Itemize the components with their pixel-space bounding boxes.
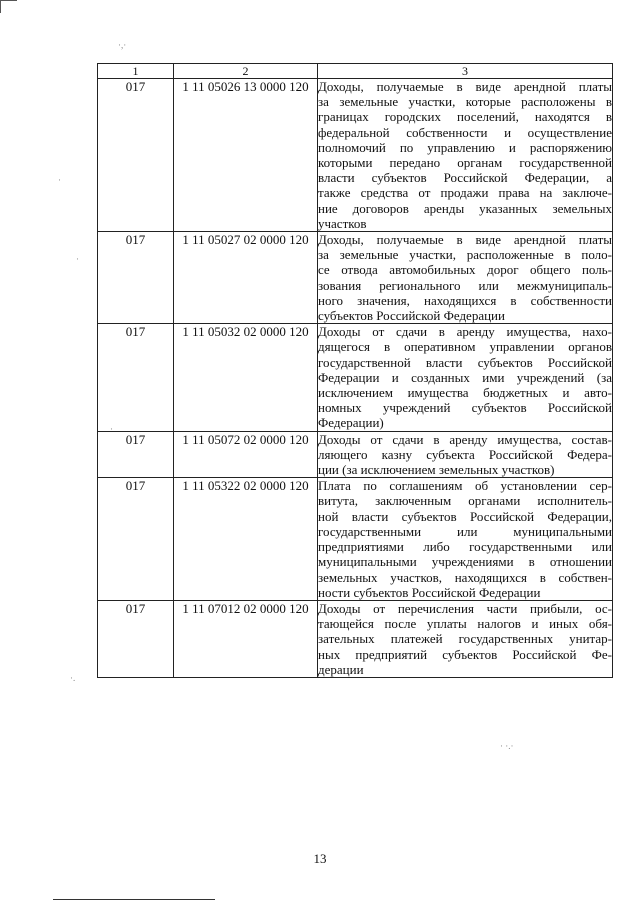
table-row [98,600,613,677]
description-line: полномочий по управлению и распоряжению [318,139,612,155]
description-line: Доходы, получаемые в виде арендной платы [318,79,612,94]
scan-corner-mark [0,0,17,13]
revenue-description-cell [318,478,613,601]
table-row [98,478,613,601]
description-line: дящегося в оперативном управлении органов [318,339,612,355]
description-line: Доходы, получаемые в виде арендной платы [318,232,612,248]
description-line: ных предприятий субъектов Российской Фе- [318,646,612,662]
description-line: ной власти субъектов Российской Федерации, [318,508,612,524]
scan-speck: ·,· [118,40,127,50]
revenue-code-cell: 1 11 05027 02 0000 120 [174,232,318,324]
description-line: Доходы от перечисления части прибыли, ос- [318,600,612,616]
revenue-code-cell: 1 11 05322 02 0000 120 [174,478,318,601]
description-line: се отвода автомобильных дорог общего поль- [318,262,612,278]
description-line: ние договоров аренды указанных земельных [318,200,612,216]
description-line: границах городских поселений, находятся в [318,109,612,125]
scan-speck: · ·.· [500,741,514,751]
description-line: номных учреждений субъектов Российской [318,400,612,416]
admin-code-cell: 017 [98,600,174,677]
table-row [98,324,613,431]
column-header-1: 1 [98,64,174,79]
description-line: ности субъектов Российской Федерации [318,584,541,600]
description-line: участков [318,215,367,231]
description-line: субъектов Российской Федерации [318,308,505,324]
table-row [98,232,613,324]
description-line: исключением имущества бюджетных и авто- [318,385,612,401]
admin-code-cell: 017 [98,478,174,601]
description-line: муниципальными учреждениями в отношении [318,554,612,570]
revenue-description-cell [318,232,613,324]
description-line: тающейся после уплаты налогов и иных обя- [318,616,612,632]
description-line: государственными или муниципальными [318,523,612,539]
description-line: Доходы от сдачи в аренду имущества, состав- [318,431,612,447]
description-line: зования регионального или межмуниципаль- [318,277,612,293]
description-line: Федерации) [318,415,384,431]
scan-speck: · [110,424,113,434]
page-number: 13 [313,851,327,866]
description-line: также средства от продажи права на заключе- [318,185,612,201]
description-line: витута, заключенным органами исполнитель- [318,493,612,509]
revenue-code-cell: 1 11 05072 02 0000 120 [174,431,318,478]
admin-code-cell: 017 [98,232,174,324]
description-line: Доходы от сдачи в аренду имущества, нахо- [318,324,612,340]
description-line: Плата по соглашениям об установлении сер- [318,478,612,494]
table-header-row [98,64,613,79]
description-line: Федерации и созданных ими учреждений (за [318,369,612,385]
description-line: дерации [318,661,364,677]
description-line: государственной власти субъектов Российской [318,354,612,370]
scan-speck: · [76,254,79,264]
table-row [98,79,613,232]
column-header-3: 3 [318,64,613,79]
description-line: за земельные участки, которые расположены в [318,94,612,110]
scan-speck: ·. [70,673,76,683]
description-line: федеральной собственности и осуществление [318,124,612,140]
description-line: предприятиями либо государственными или [318,539,612,555]
description-line: ляющего казну субъекта Российской Федера- [318,446,612,462]
revenue-code-cell: 1 11 05026 13 0000 120 [174,79,318,232]
table-row [98,431,613,478]
description-line: зательных платежей государственных унитар- [318,631,612,647]
revenue-description-cell [318,431,613,478]
admin-code-cell: 017 [98,431,174,478]
revenue-description-cell [318,324,613,431]
revenue-code-cell: 1 11 07012 02 0000 120 [174,600,318,677]
revenue-code-cell: 1 11 05032 02 0000 120 [174,324,318,431]
description-line: земельных участков, находящихся в собствен- [318,569,612,585]
description-line: за земельные участки, расположенные в поло- [318,247,612,263]
revenue-description-cell [318,79,613,232]
footer-rule [53,899,215,900]
description-line: ного значения, находящихся в собственности [318,292,612,308]
scan-speck: · [58,175,61,185]
description-line: которыми передано органам государственной [318,155,612,171]
description-line: ции (за исключением земельных участков) [318,462,555,478]
description-line: власти субъектов Российской Федерации, а [318,170,612,186]
column-header-2: 2 [174,64,318,79]
revenue-description-cell [318,600,613,677]
admin-code-cell: 017 [98,324,174,431]
admin-code-cell: 017 [98,79,174,232]
revenue-codes-table [97,63,613,678]
